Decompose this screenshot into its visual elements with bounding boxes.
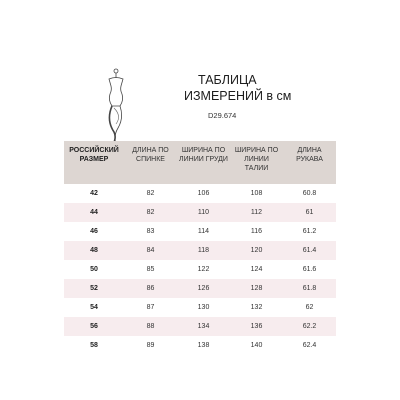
header-back-length: ДЛИНА ПО СПИНКЕ [124,141,177,184]
cell-sleeve-length: 61.2 [302,228,317,235]
cell-waist-width: 124 [250,266,263,273]
cell-sleeve-length: 62.2 [283,317,336,336]
cell-waist-width: 140 [250,342,263,349]
cell-chest-width: 134 [177,317,230,336]
title-line-2: ИЗМЕРЕНИЙ в см [184,89,292,103]
cell-chest-width: 130 [197,304,210,311]
cell-waist-width: 132 [250,304,263,311]
cell-sleeve-length: 61.8 [283,279,336,298]
table-row [64,336,336,355]
cell-chest-width: 138 [197,342,210,349]
header-size: РОССИЙСКИЙ РАЗМЕР [64,141,124,184]
table-row [64,260,336,279]
cell-sleeve-length: 61.6 [302,266,317,273]
cell-chest-width: 122 [197,266,210,273]
cell-back-length: 82 [146,190,155,197]
table-row [64,298,336,317]
header-chest-width: ШИРИНА ПО ЛИНИИ ГРУДИ [177,141,230,184]
cell-back-length: 82 [124,203,177,222]
cell-chest-width: 118 [177,241,230,260]
table-header-row [64,141,336,184]
cell-back-length: 89 [146,342,155,349]
cell-sleeve-length: 61 [283,203,336,222]
cell-back-length: 88 [124,317,177,336]
table-row [64,184,336,203]
title-line-1: ТАБЛИЦА [198,73,257,87]
cell-sleeve-length: 61.4 [283,241,336,260]
cell-chest-width: 106 [197,190,210,197]
cell-size: 44 [64,203,124,222]
cell-back-length: 86 [124,279,177,298]
cell-size: 50 [90,266,98,273]
size-chart [64,64,336,349]
table-row [64,279,336,298]
cell-sleeve-length: 62 [305,304,314,311]
table-row [64,317,336,336]
cell-chest-width: 126 [177,279,230,298]
cell-size: 56 [64,317,124,336]
cell-back-length: 85 [146,266,155,273]
table-row [64,241,336,260]
cell-size: 58 [90,342,98,349]
cell-chest-width: 110 [177,203,230,222]
cell-back-length: 83 [146,228,155,235]
cell-size: 54 [90,304,98,311]
cell-waist-width: 108 [250,190,263,197]
cell-waist-width: 128 [230,279,283,298]
cell-waist-width: 112 [230,203,283,222]
cell-sleeve-length: 60.8 [302,190,317,197]
cell-size: 46 [90,228,98,235]
cell-sleeve-length: 62.4 [302,342,317,349]
product-code: D29.674 [208,111,237,120]
cell-waist-width: 136 [230,317,283,336]
table-row [64,203,336,222]
cell-waist-width: 120 [230,241,283,260]
table-row [64,222,336,241]
cell-chest-width: 114 [197,228,210,235]
cell-size: 52 [64,279,124,298]
cell-back-length: 84 [124,241,177,260]
header-waist-width: ШИРИНА ПО ЛИНИИ ТАЛИИ [230,141,283,184]
measurements-table [64,141,336,355]
header-sleeve-length: ДЛИНА РУКАВА [283,141,336,184]
cell-size: 48 [64,241,124,260]
cell-size: 42 [90,190,98,197]
cell-waist-width: 116 [250,228,263,235]
chart-title [184,72,324,120]
cell-back-length: 87 [146,304,155,311]
